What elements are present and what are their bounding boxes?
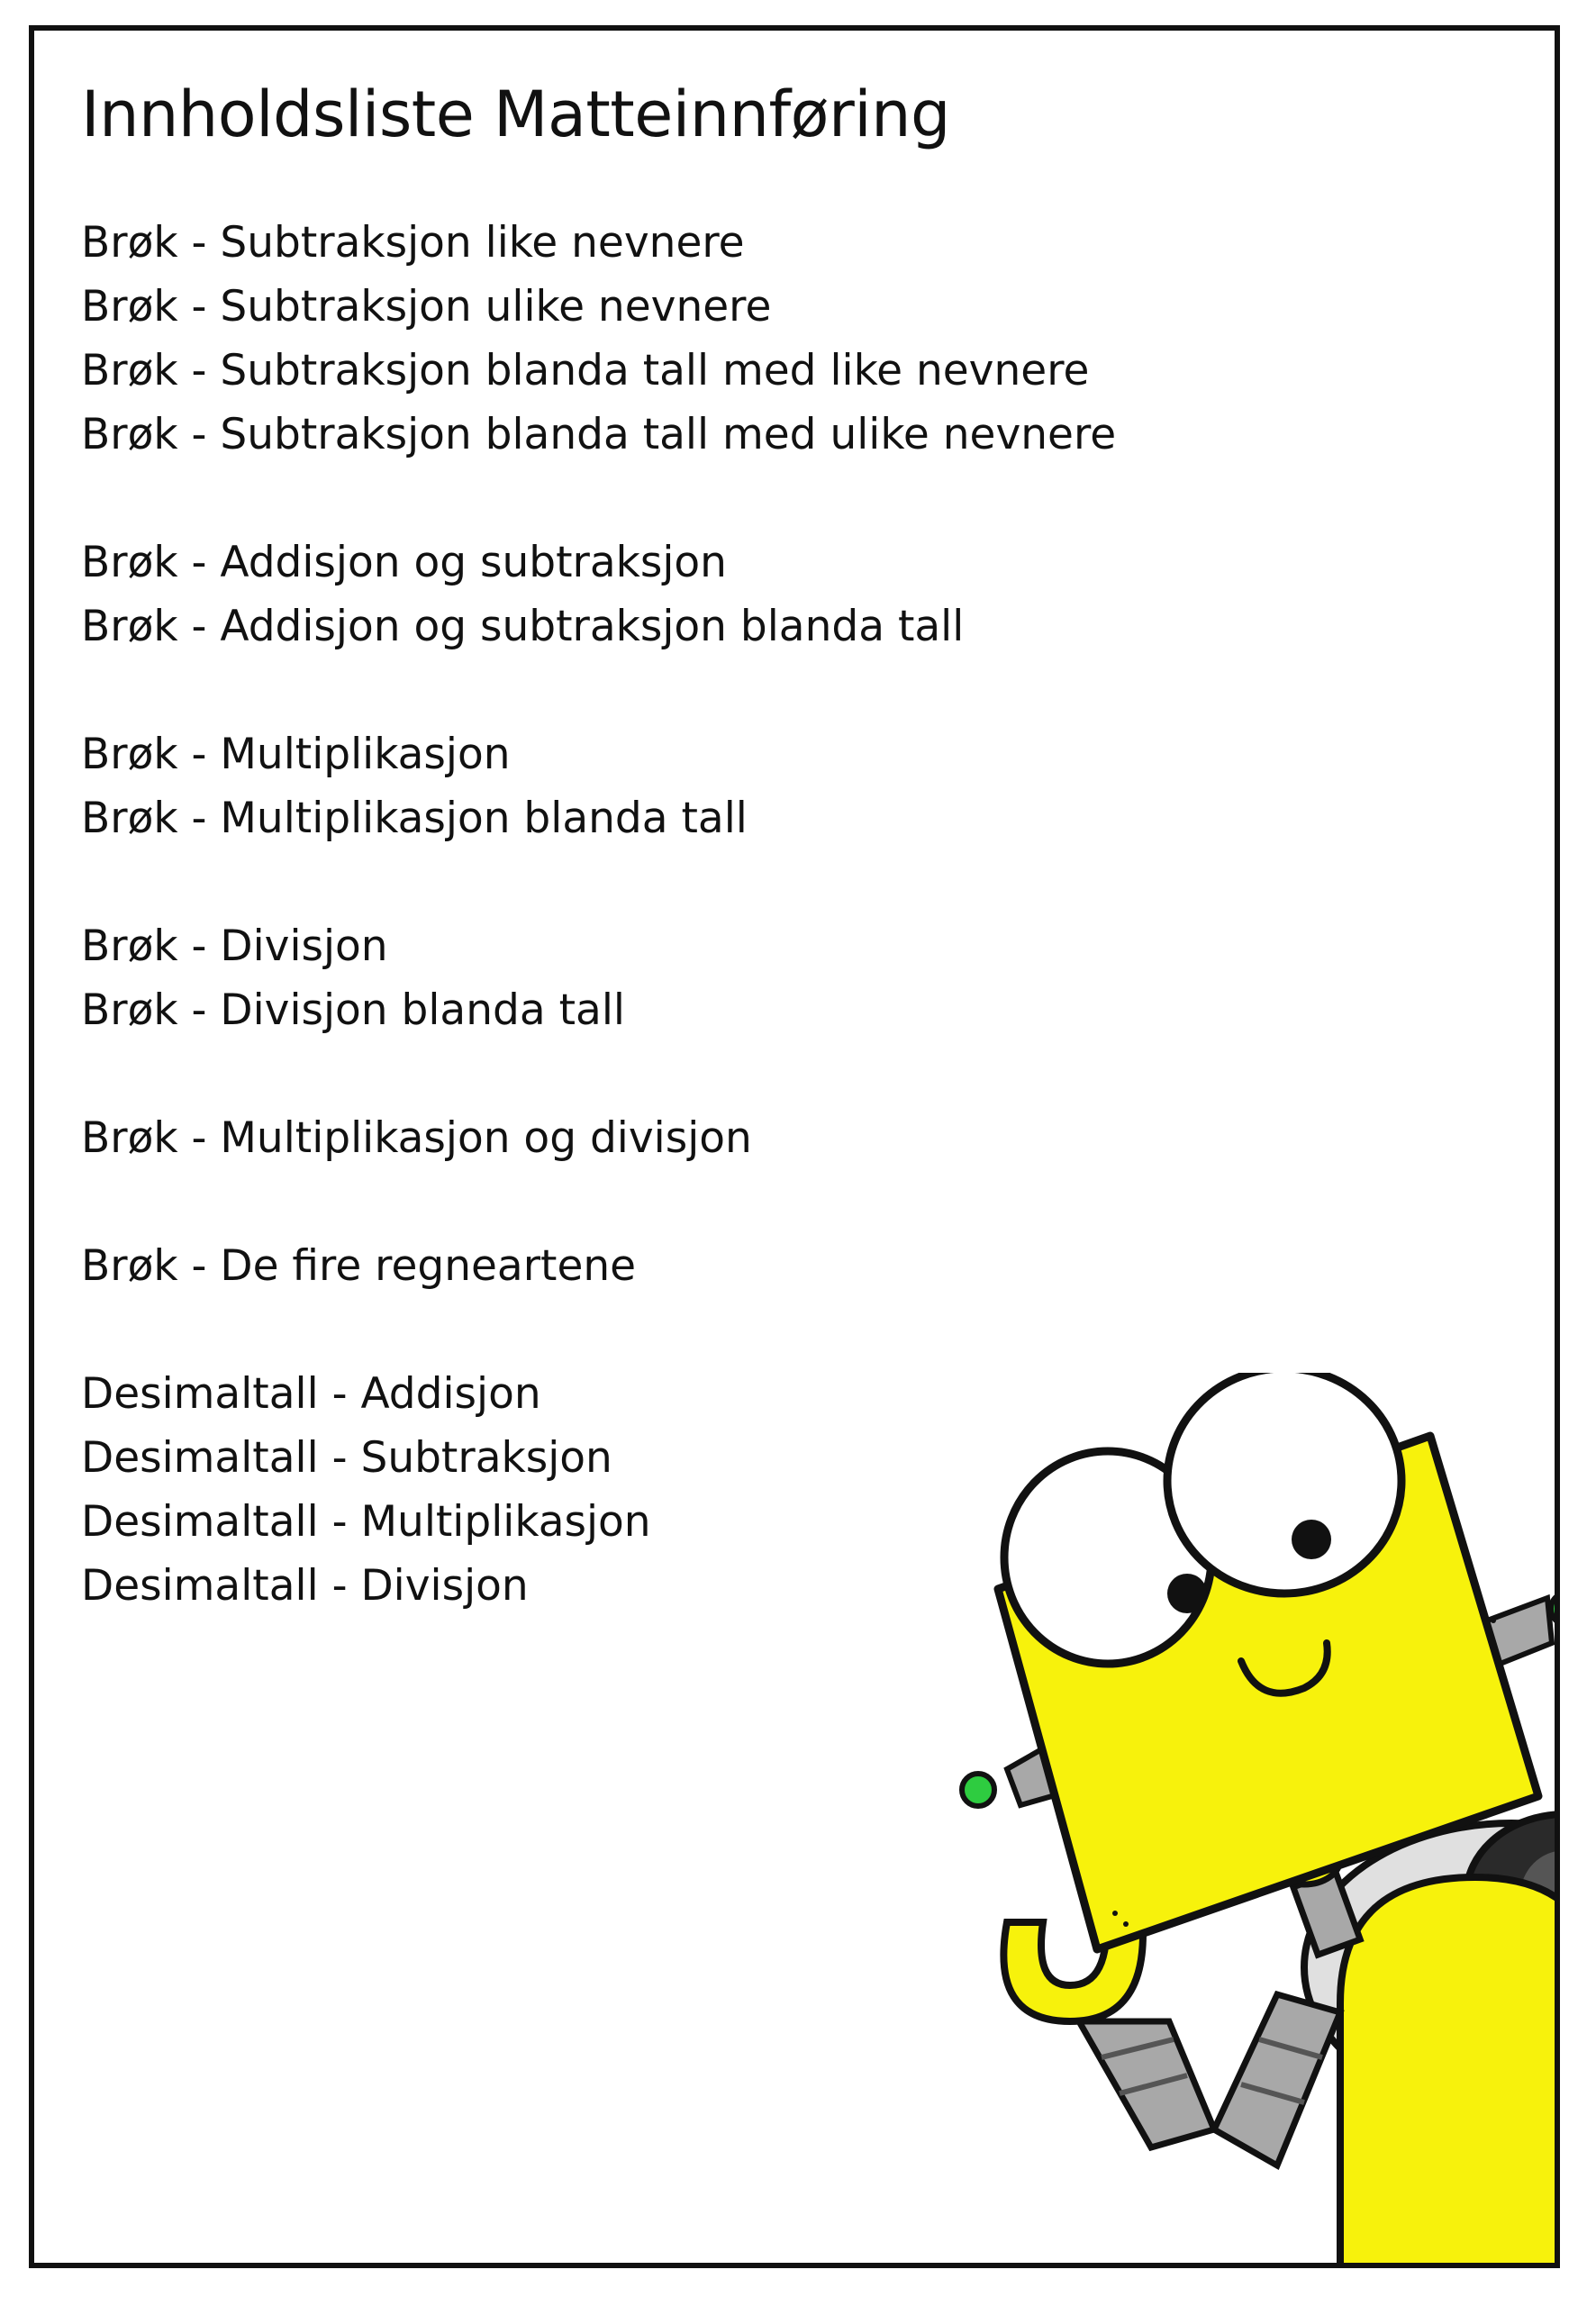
toc-item: Brøk - Multiplikasjon blanda tall bbox=[81, 794, 748, 843]
toc-item: Brøk - Divisjon blanda tall bbox=[81, 985, 625, 1035]
toc-item: Brøk - De fire regneartene bbox=[81, 1241, 637, 1291]
toc-item: Brøk - Divisjon bbox=[81, 921, 388, 971]
toc-item: Brøk - Subtraksjon like nevnere bbox=[81, 218, 745, 268]
toc-group-multiplication-division bbox=[81, 1106, 1072, 1170]
toc-group-multiplication bbox=[81, 722, 1072, 850]
toc-item: Brøk - Multiplikasjon og divisjon bbox=[81, 1113, 752, 1163]
robot-illustration bbox=[917, 1373, 1560, 2268]
toc-group-subtraction bbox=[81, 211, 1117, 467]
toc-item: Brøk - Addisjon og subtraksjon bbox=[81, 538, 727, 587]
toc-item: Brøk - Multiplikasjon bbox=[81, 730, 511, 779]
toc-item: Brøk - Subtraksjon blanda tall med ulike nevnere bbox=[81, 410, 1117, 459]
toc-item: Desimaltall - Addisjon bbox=[81, 1369, 541, 1419]
toc-item: Desimaltall - Divisjon bbox=[81, 1561, 529, 1611]
toc-group-division bbox=[81, 914, 1072, 1042]
toc-item: Desimaltall - Subtraksjon bbox=[81, 1433, 612, 1483]
toc-group-addition-subtraction bbox=[81, 531, 1072, 658]
toc-item: Desimaltall - Multiplikasjon bbox=[81, 1497, 651, 1547]
page-frame bbox=[29, 25, 1560, 2268]
toc-item: Brøk - Addisjon og subtraksjon blanda tall bbox=[81, 602, 965, 651]
robot-arm-lower bbox=[1079, 1994, 1340, 2165]
toc-item: Brøk - Subtraksjon blanda tall med like nevnere bbox=[81, 346, 1090, 395]
toc-item: Brøk - Subtraksjon ulike nevnere bbox=[81, 282, 772, 331]
toc-group-four-operations bbox=[81, 1234, 1072, 1298]
page-title: Innholdsliste Matteinnføring bbox=[81, 77, 950, 151]
